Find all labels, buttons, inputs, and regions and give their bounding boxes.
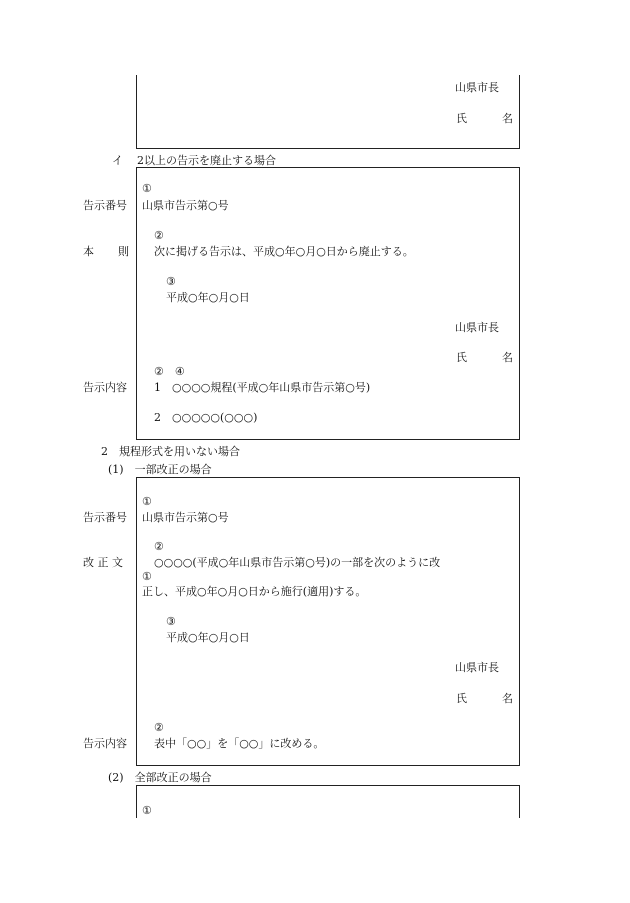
section-i-name-left: 氏 [456, 351, 467, 364]
section-i-marker: イ [112, 154, 123, 167]
section-2-date: 平成○年○月○日 [166, 631, 250, 644]
section-i-name-right: 名 [502, 351, 513, 364]
section-2-sub1: (1) 一部改正の場合 [108, 463, 212, 476]
section-i-title: 2以上の告示を廃止する場合 [137, 154, 276, 167]
section-i-mark-2: ② [154, 229, 164, 242]
section-2-name-left: 氏 [456, 692, 467, 705]
section-2-name-right: 名 [502, 692, 513, 705]
section-i-mark-3: ③ [166, 275, 176, 288]
section-2-mark-2: ② [154, 540, 164, 553]
top-box-right-border [519, 75, 520, 149]
section-i-honsoku-left: 本 [83, 245, 94, 258]
section-2-kaisei-label: 改 正 文 [83, 556, 123, 569]
top-box-left-border [136, 75, 137, 149]
section-2-mark-3: ③ [166, 615, 176, 628]
section-2-mark-1c: ① [142, 804, 152, 817]
section-2-2-box-left-border [136, 785, 137, 818]
section-i-honsoku-text: 次に掲げる告示は、平成○年○月○日から廃止する。 [154, 245, 414, 258]
section-2-2-box-right-border [519, 785, 520, 818]
section-i-content-label: 告示内容 [83, 381, 127, 394]
section-i-honsoku-right: 則 [118, 245, 129, 258]
section-2-mark-1b: ① [142, 570, 152, 583]
section-2-2-box-top-border [136, 785, 520, 786]
section-i-marks-2-4: ② ④ [154, 365, 185, 378]
top-name-right: 名 [502, 112, 513, 125]
section-2-kaisei-text-2: 正し、平成○年○月○日から施行(適用)する。 [142, 585, 367, 598]
section-2-mayor: 山県市長 [455, 661, 499, 674]
section-i-mayor: 山県市長 [455, 321, 499, 334]
section-i-item-1: 1 ○○○○規程(平成○年山県市告示第○号) [154, 381, 371, 394]
top-name-left: 氏 [456, 112, 467, 125]
section-2-number-value: 山県市告示第○号 [142, 511, 229, 524]
section-i-date: 平成○年○月○日 [166, 291, 250, 304]
section-2-sub2: (2) 全部改正の場合 [108, 771, 212, 784]
section-i-mark-1: ① [142, 182, 152, 195]
section-2-title: 2 規程形式を用いない場合 [101, 445, 240, 458]
section-i-number-label: 告示番号 [83, 199, 127, 212]
section-2-content-label: 告示内容 [83, 737, 127, 750]
section-i-item-2: 2 ○○○○○(○○○) [154, 411, 258, 424]
top-box-bottom-border [136, 148, 520, 149]
section-2-number-label: 告示番号 [83, 511, 127, 524]
section-2-mark-1: ① [142, 495, 152, 508]
section-2-mark-2b: ② [154, 721, 164, 734]
section-i-number-value: 山県市告示第○号 [142, 199, 229, 212]
top-mayor: 山県市長 [455, 81, 499, 94]
section-2-content-text: 表中「○○」を「○○」に改める。 [154, 737, 325, 750]
section-2-kaisei-text-1: ○○○○(平成○年山県市告示第○号)の一部を次のように改 [154, 556, 441, 569]
